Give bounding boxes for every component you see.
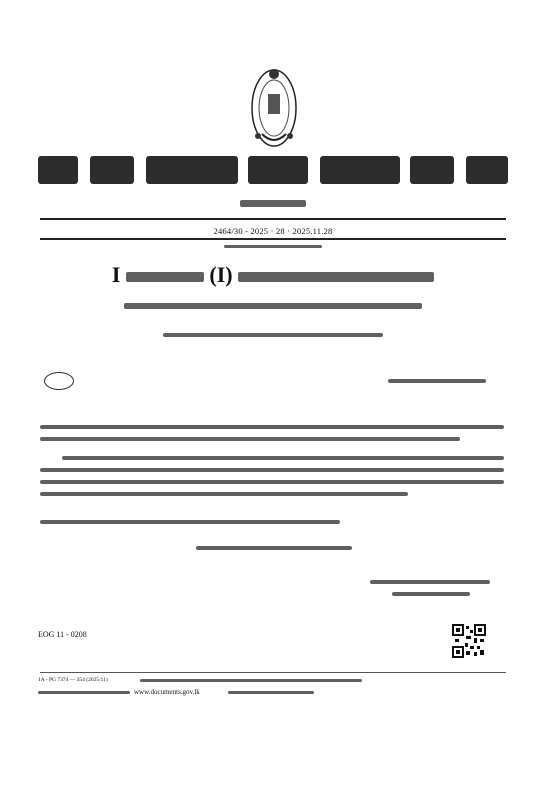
by-order-line: [196, 546, 352, 550]
state-emblem-icon: [248, 64, 300, 150]
footer-rule: [40, 672, 506, 673]
part-word: [126, 272, 204, 282]
printer-credit: [140, 679, 362, 682]
part-numeral: I: [111, 262, 121, 287]
printer-line: 1A - PG 7374 — 354 (2025/11): [38, 677, 108, 683]
footer-website-prefix: [38, 691, 130, 694]
signatory-name-top: [388, 379, 486, 383]
body-paragraph-1-line: [40, 437, 460, 441]
body-paragraph-2-line: [40, 480, 504, 484]
issue-line: 2464/30 - 2025 · 28 · 2025.11.28: [213, 226, 333, 236]
body-paragraph-2-line: [40, 492, 408, 496]
part-title: [0, 262, 546, 288]
body-paragraph-1-line: [40, 425, 504, 429]
section-general-word: [238, 272, 434, 282]
website-link[interactable]: www.documents.gov.lk: [134, 688, 200, 696]
published-by-authority: [224, 245, 322, 248]
part-marker: (I): [209, 262, 233, 287]
body-paragraph-2-line: [62, 456, 504, 460]
body-paragraph-2-line: [40, 468, 504, 472]
header-rule-bottom: [40, 238, 506, 240]
extraordinary-label: [240, 200, 306, 207]
signatory-name: [370, 580, 490, 584]
gazette-masthead-title: [38, 150, 508, 192]
seal-stamp-icon: [44, 372, 74, 390]
qr-code-icon: [452, 624, 486, 658]
document-code: EOG 11 - 0208: [38, 630, 87, 639]
given-at-line: [40, 520, 340, 524]
footer-website-suffix: [228, 691, 314, 694]
presidential-publication-heading: [124, 303, 422, 309]
presidential-publication-subheading: [163, 333, 383, 337]
header-rule-top: [40, 218, 506, 220]
signatory-title: [392, 592, 470, 596]
